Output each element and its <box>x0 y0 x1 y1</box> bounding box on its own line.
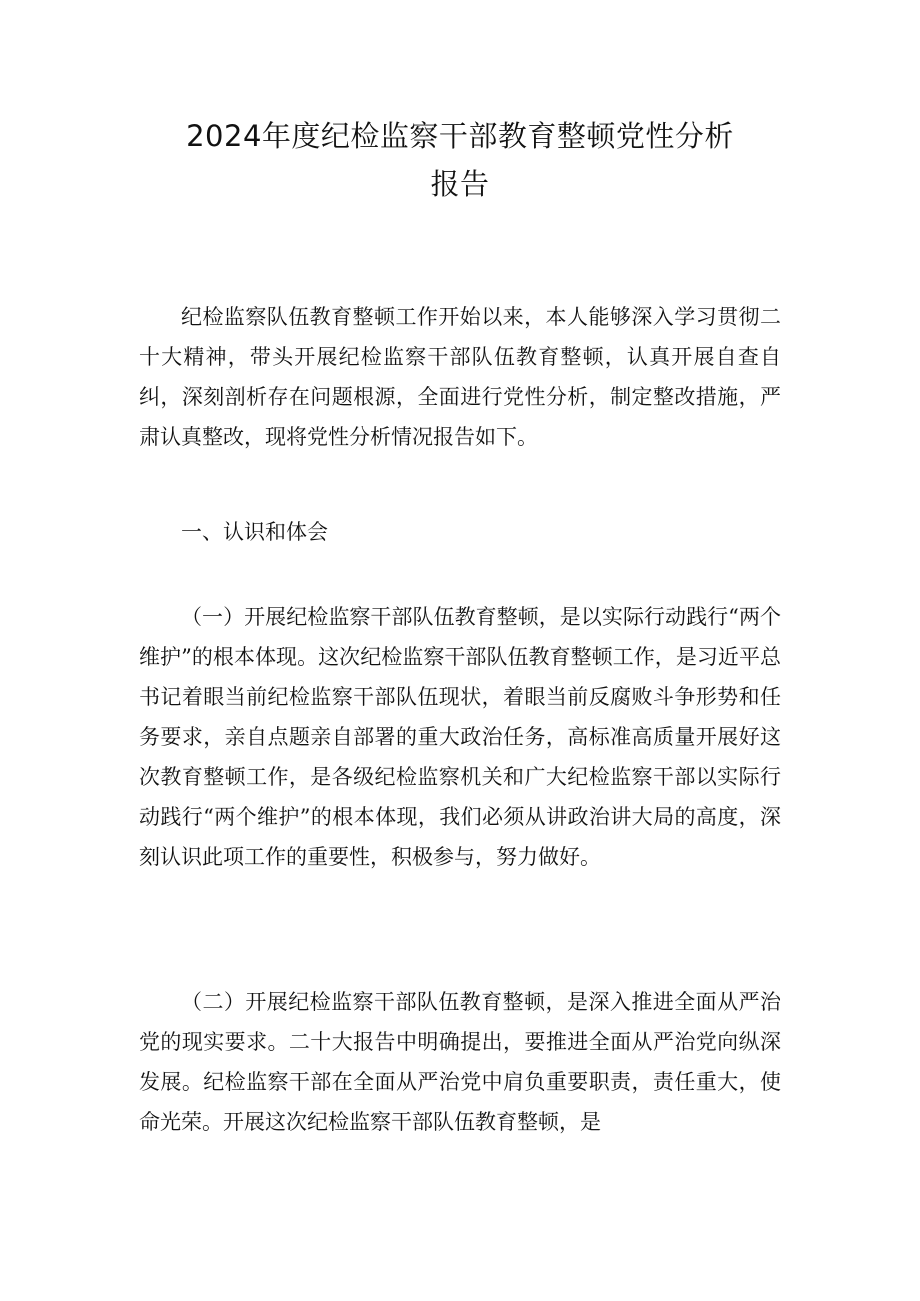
document-title-line-1: 2024年度纪检监察干部教育整顿党性分析 <box>186 119 734 153</box>
intro-paragraph: 纪检监察队伍教育整顿工作开始以来，本人能够深入学习贯彻二十大精神，带头开展纪检监察干部队伍教育整顿，认真开展自查自纠，深刻剖析存在问题根源，全面进行党性分析，制定整改措施，严肃认真整改，现将党性分析情况报告如下。 <box>139 305 781 449</box>
document-title-line-2: 报告 <box>430 167 490 201</box>
section-heading-1: 一、认识和体会 <box>181 520 328 544</box>
point-1-paragraph: （一）开展纪检监察干部队伍教育整顿，是以实际行动践行“两个维护”的根本体现。这次纪检监察干部队伍教育整顿工作，是习近平总书记着眼当前纪检监察干部队伍现状，着眼当前反腐败斗争形势和任务要求，亲自点题亲自部署的重大政治任务，高标准高质量开展好这次教育整顿工作，是各级纪检监察机关和广大纪检监察干部以实际行动践行“两个维护”的根本体现，我们必须从讲政治讲大局的高度，深刻认识此项工作的重要性，积极参与，努力做好。 <box>139 605 781 869</box>
point-2-paragraph: （二）开展纪检监察干部队伍教育整顿，是深入推进全面从严治党的现实要求。二十大报告中明确提出，要推进全面从严治党向纵深发展。纪检监察干部在全面从严治党中肩负重要职责，责任重大，使命光荣。开展这次纪检监察干部队伍教育整顿，是 <box>139 990 781 1134</box>
